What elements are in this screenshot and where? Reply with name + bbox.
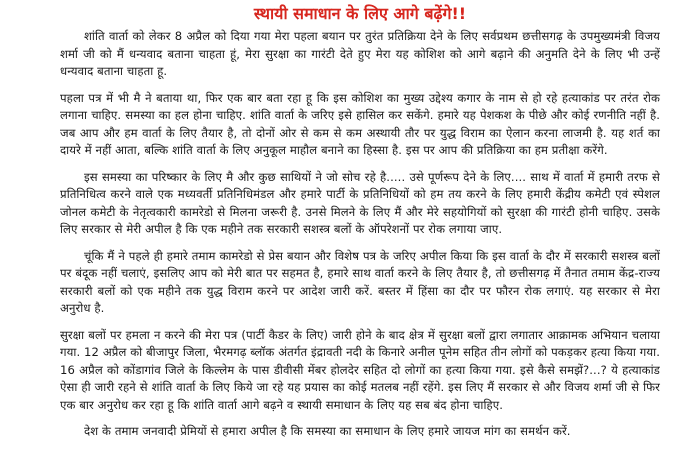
paragraph-6: देश के तमाम जनवादी प्रेमियों से हमारा अपील है कि समस्या का समाधान के लिए हमारे जायज मांग का समर्थन करें. (84, 424, 571, 438)
paragraph-2: पहला पत्र में भी मै ने बताया था, फिर एक बार बता रहा हू कि इस कोशिश का मुख्य उद्देश्य कगार के नाम से हो रहे हत्याकांड पर तरंत रोक लगाना चाहिए. समस्या का हल होना चाहिए. शांति वार्ता के जरिए इसे हासिल कर सकेंगे. हमारे यह पेशकश के पीछे और कोई रणनीति नहीं है. जब आप और हम वार्ता के लिए तैयार है, तो दोनों ओर से कम से कम अस्थायी तौर पर युद्ध विराम का ऐलान करना लाजमी है. यह शर्त का दायरे में नहीं आता, बल्कि शांति वार्ता के लिए अनुकूल माहौल बनाने का हिस्सा है. इस पर आप की प्रतिक्रिया का हम प्रतीक्षा करेंगे. (60, 90, 660, 157)
document-title: स्थायी समाधान के लिए आगे बढ़ेंगे!! (253, 4, 467, 23)
paragraph-3: इस समस्या का परिष्कार के लिए मै और कुछ साथियों ने जो सोच रहे है..... उसे पूर्णरूप देने के लिए.... साथ में वार्ता में हमारी तरफ से प्रतिनिधित्व करने वाले एक मध्यवर्ती प्रतिनिधिमंडल और हमारे पार्टी के प्रतिनिधियों को हम तय करने के लिए हमारी केंद्रीय कमेटी एवं स्पेशल जोनल कमेटी के नेतृत्वकारी कामरेडो से मिलना जरूरी है. उनसे मिलने के लिए मैं और मेरे सहयोगियों को सुरक्षा की गारंटी होनी चाहिए. उसके लिए सरकार से मेरी अपील है कि एक महीने तक सरकारी सशस्त्र बलों के ऑपरेशनों पर रोक लगाया जाए. (60, 169, 660, 236)
paragraph-5: सुरक्षा बलों पर हमला न करने की मेरा पत्र (पार्टी कैडर के लिए) जारी होने के बाद क्षेत्र में सुरक्षा बलों द्वारा लगातार आक्रामक अभियान चलाया गया. 12 अप्रैल को बीजापुर जिला, भैरमगढ़ ब्लॉक अंतर्गत इंद्रावती नदी के किनारे अनील पूनेम सहित तीन लोगों को पकड़कर हत्या किया गया. 16 अप्रैल को कोंडागांव जिले के किल्लेम के पास डीवीसी मेंबर होलदेर सहित दो लोगों का हत्या किया गया. इसे कैसे समझें?...? ये हत्याकांड ऐसा ही जारी रहने से शांति वार्ता के लिए किये जा रहे यह प्रयास का कोई मतलब नहीं रहेंगे. इस लिए मैं सरकार से और विजय शर्मा जी से फिर एक बार अनुरोध कर रहा हू कि शांति वार्ता आगे बढ़ने व स्थायी समाधान के लिए यह सब बंद होना चाहिए. (60, 327, 660, 412)
paragraph-1: शांति वार्ता को लेकर 8 अप्रैल को दिया गया मेरा पहला बयान पर तुरंत प्रतिक्रिया देने के लिए सर्वप्रथम छत्तीसगढ़ के उपमुख्यमंत्री विजय शर्मा जी को मैं धन्यवाद बताना चाहता हूं, मेरा सुरक्षा का गारंटी देते हुए मेरा यह कोशिश को आगे बढ़ाने की अनुमति देने के लिए भी उन्हें धन्यवाद बताना चाहता हू. (60, 29, 660, 78)
paragraph-4: चूंकि मैं ने पहले ही हमारे तमाम कामरेडो से प्रेस बयान और विशेष पत्र के जरिए अपील किया कि इस वार्ता के दौर में सरकारी सशस्त्र बलों पर बंदूक नहीं चलाएं, इसलिए आप को मेरी बात पर सहमत है, हमारे साथ वार्ता करने के लिए तैयार है, तो छत्तीसगढ़ में तैनात तमाम केंद्र-राज्य सरकारी बलों को एक महीने तक युद्ध विराम करने पर आदेश जारी करें. बस्तर में हिंसा का दौर पर फौरन रोक लगाएं. यह सरकार से मेरा अनुरोध है. (60, 248, 660, 315)
